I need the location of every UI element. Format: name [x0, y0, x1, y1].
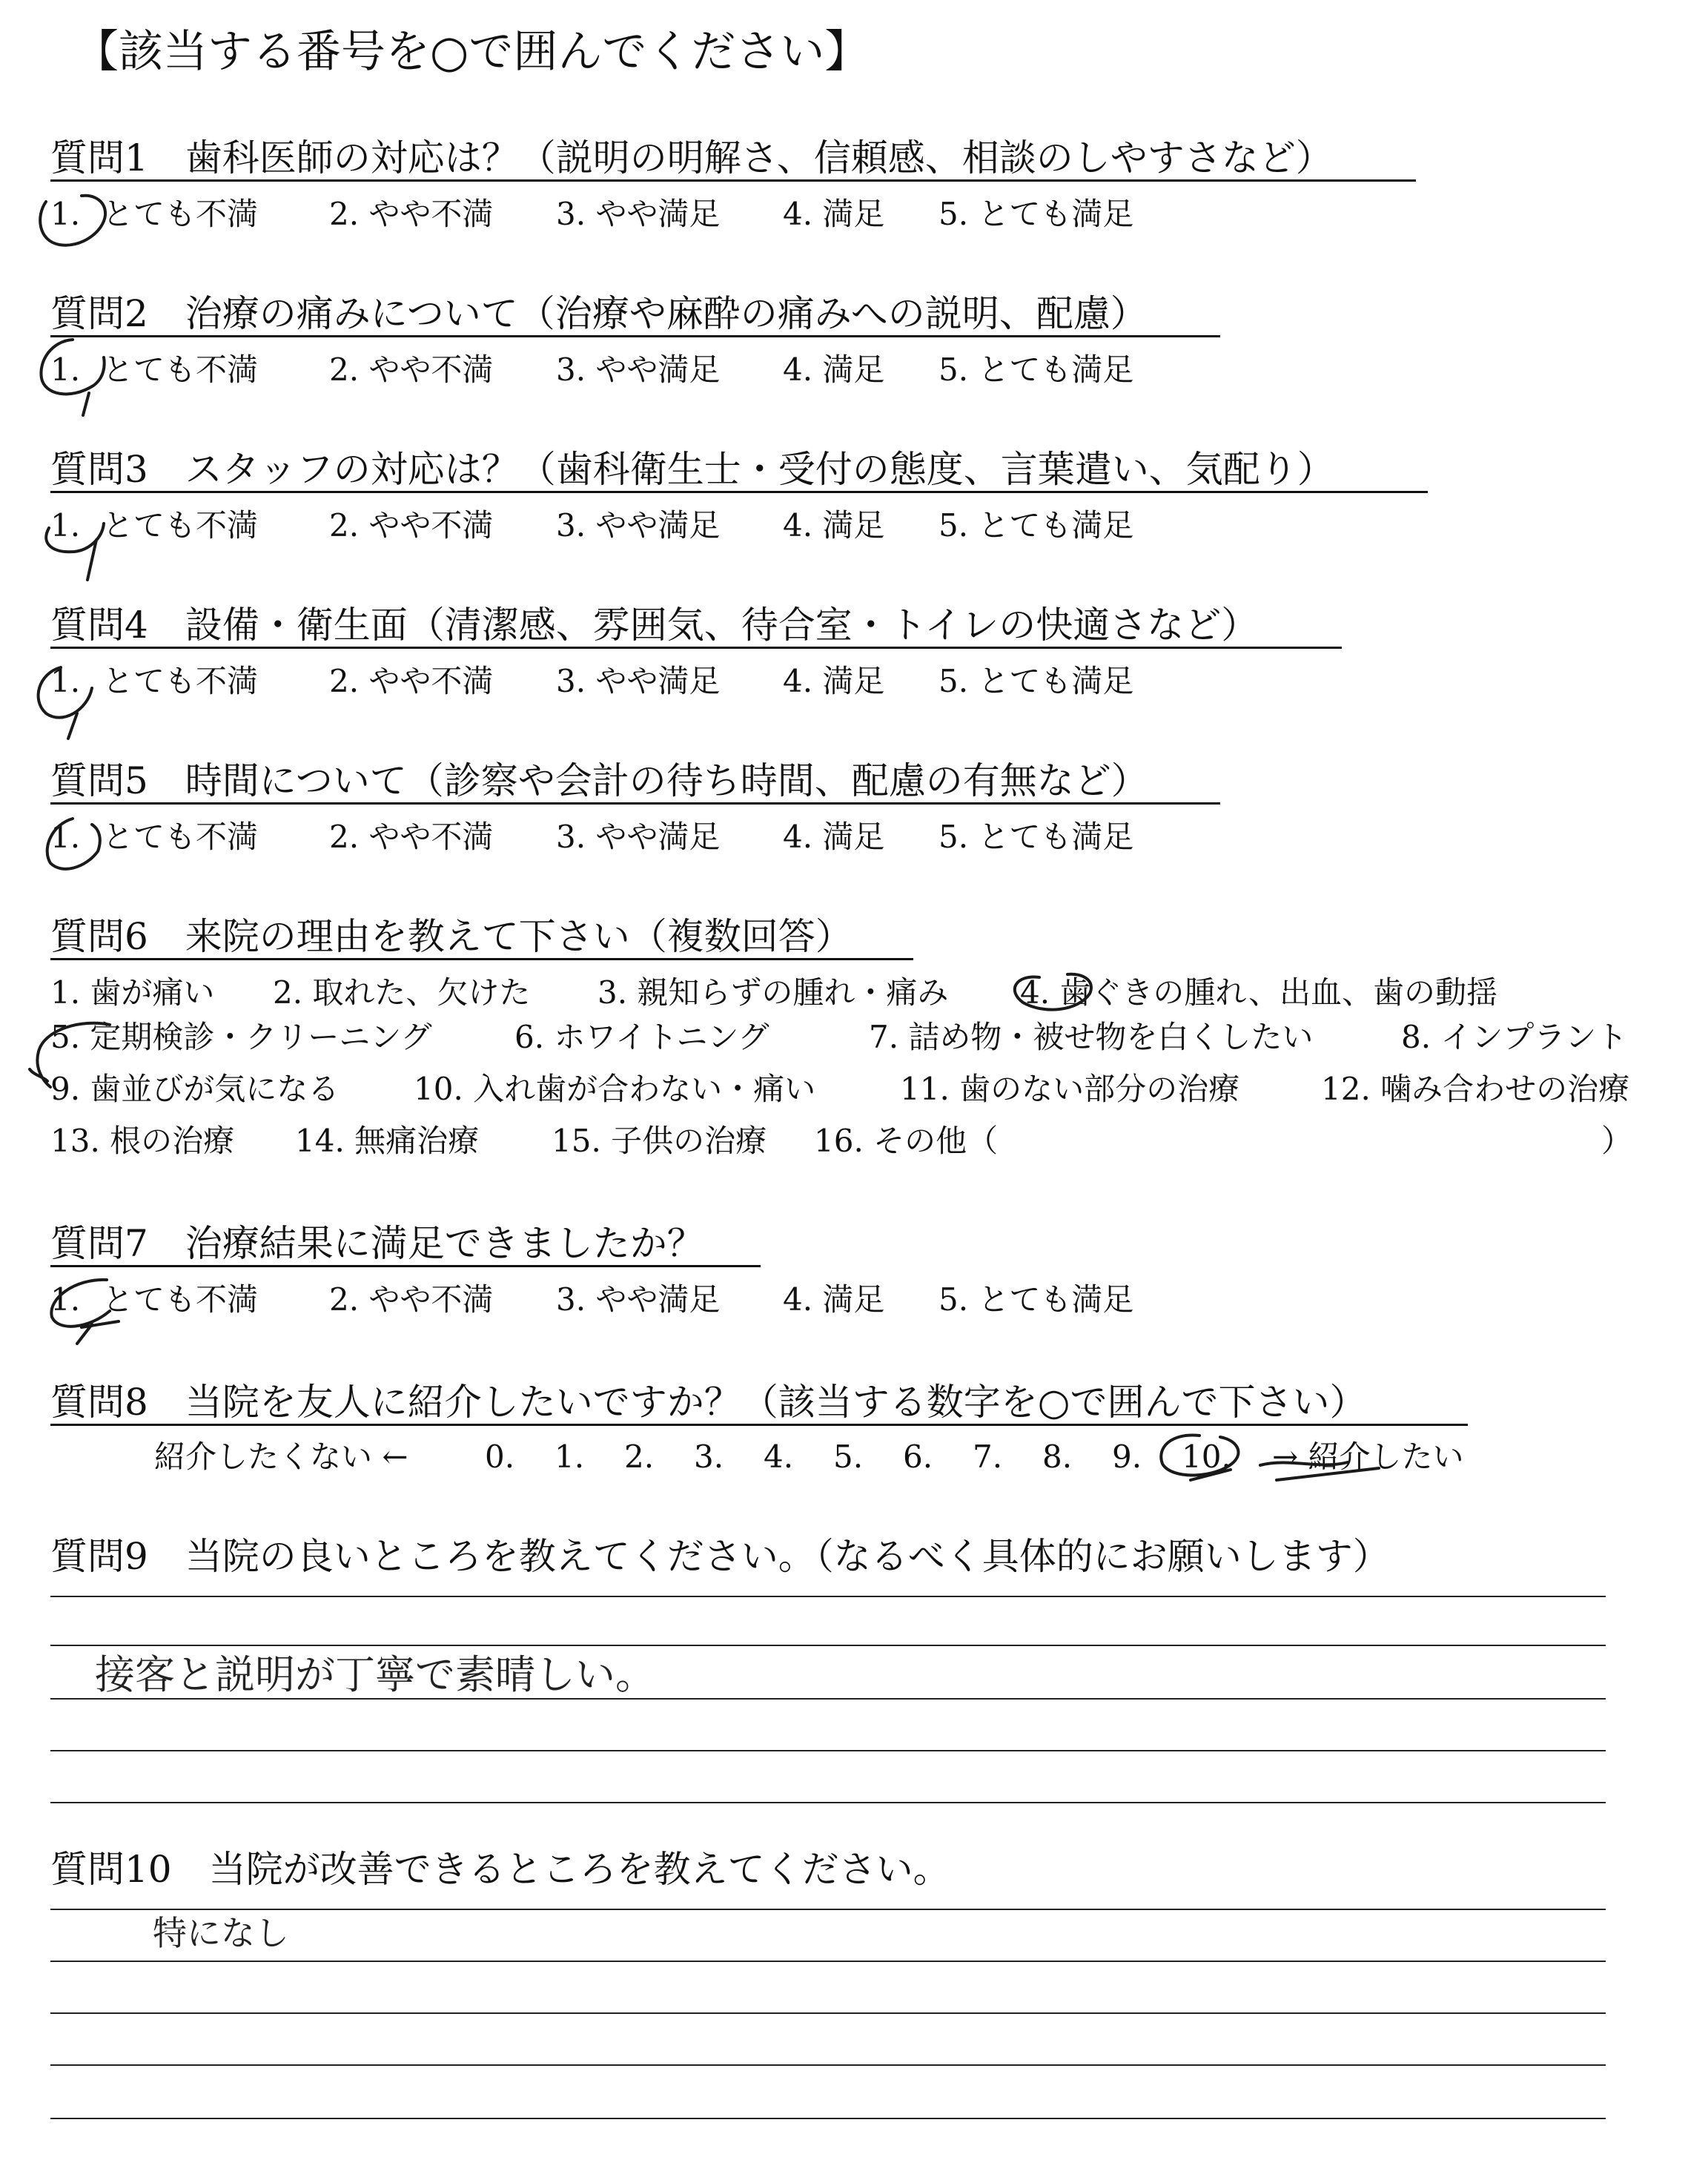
q1-selection-circle: [40, 196, 105, 245]
q6-option-15[interactable]: 15. 子供の治療: [552, 1123, 767, 1159]
q7-option-2[interactable]: 2. やや不満: [329, 1281, 494, 1318]
q7-option-5[interactable]: 5. とても満足: [939, 1281, 1134, 1318]
q8-left-label: 紹介したくない ←: [154, 1439, 408, 1475]
q6-option-8[interactable]: 8. インプラント: [1401, 1019, 1628, 1055]
q8-right-label: → 紹介したい: [1272, 1439, 1464, 1475]
q7-option-3[interactable]: 3. やや満足: [556, 1281, 721, 1318]
q1-option-2[interactable]: 2. やや不満: [329, 196, 494, 232]
q8-right-label-underline: [1260, 1462, 1379, 1480]
q6-option-9[interactable]: 9. 歯並びが気になる: [50, 1071, 340, 1107]
q6-option-12[interactable]: 12. 噛み合わせの治療: [1321, 1071, 1630, 1107]
question-7-title: 質問7 治療結果に満足できましたか？: [50, 1222, 704, 1265]
q5-selection-circle: [47, 819, 100, 869]
q6-option-14[interactable]: 14. 無痛治療: [295, 1123, 480, 1159]
q5-option-5[interactable]: 5. とても満足: [939, 819, 1134, 855]
q8-score-2[interactable]: 2.: [624, 1439, 655, 1475]
q3-option-4[interactable]: 4. 満足: [783, 507, 885, 544]
q1-option-1-label[interactable]: とても不満: [102, 196, 259, 232]
q8-score-6[interactable]: 6.: [903, 1439, 933, 1475]
q3-option-1-label[interactable]: とても不満: [102, 507, 259, 544]
q1-option-3[interactable]: 3. やや満足: [556, 196, 721, 232]
q6-option-16-close: ）: [1601, 1123, 1633, 1159]
q7-option-1-num[interactable]: 1.: [50, 1281, 81, 1318]
q8-score-8[interactable]: 8.: [1042, 1439, 1073, 1475]
q2-option-4[interactable]: 4. 満足: [783, 351, 885, 388]
q5-option-1-label[interactable]: とても不満: [102, 819, 259, 855]
q6-option-6[interactable]: 6. ホワイトニング: [514, 1019, 769, 1055]
q2-option-1-num[interactable]: 1.: [50, 351, 81, 388]
q1-option-5[interactable]: 5. とても満足: [939, 196, 1134, 232]
question-3-title: 質問3 スタッフの対応は？（歯科衛生士・受付の態度、言葉遣い、気配り）: [50, 448, 1334, 491]
q3-option-3[interactable]: 3. やや満足: [556, 507, 721, 544]
q7-option-1-label[interactable]: とても不満: [102, 1281, 259, 1318]
q4-option-1-label[interactable]: とても不満: [102, 663, 259, 699]
q2-option-2[interactable]: 2. やや不満: [329, 351, 494, 388]
q6-option-4[interactable]: 4. 歯ぐきの腫れ、出血、歯の動揺: [1020, 974, 1497, 1011]
question-1-title: 質問1 歯科医師の対応は？（説明の明解さ、信頼感、相談のしやすさなど）: [50, 136, 1333, 179]
q6-option-3[interactable]: 3. 親知らずの腫れ・痛み: [598, 974, 949, 1011]
q8-score-0[interactable]: 0.: [485, 1439, 515, 1475]
q9-answer-text[interactable]: 接客と説明が丁寧で素晴しい。: [95, 1651, 655, 1698]
q3-selection-circle: [46, 524, 104, 580]
q8-score-7[interactable]: 7.: [973, 1439, 1003, 1475]
q4-option-1-num[interactable]: 1.: [50, 663, 81, 699]
question-5-title: 質問5 時間について（診察や会計の待ち時間、配慮の有無など）: [50, 759, 1148, 802]
q8-score-10-circle: [1161, 1435, 1238, 1480]
q8-score-1[interactable]: 1.: [555, 1439, 585, 1475]
q4-option-4[interactable]: 4. 満足: [783, 663, 885, 699]
q10-answer-text[interactable]: 特になし: [153, 1913, 289, 1953]
q4-option-5[interactable]: 5. とても満足: [939, 663, 1134, 699]
question-2-title: 質問2 治療の痛みについて（治療や麻酔の痛みへの説明、配慮）: [50, 292, 1148, 335]
instruction-heading: 【該当する番号を○で囲んでください】: [74, 26, 870, 78]
q6-option-4-circle: [1015, 974, 1091, 1010]
question-9-title: 質問9 当院の良いところを教えてください。（なるべく具体的にお願いします）: [50, 1535, 1390, 1578]
question-6-title: 質問6 来院の理由を教えて下さい（複数回答）: [50, 915, 853, 958]
q8-score-10[interactable]: 10.: [1182, 1439, 1231, 1475]
q2-option-1-label[interactable]: とても不満: [102, 351, 259, 388]
q5-option-3[interactable]: 3. やや満足: [556, 819, 721, 855]
q8-score-3[interactable]: 3.: [694, 1439, 724, 1475]
q6-option-10[interactable]: 10. 入れ歯が合わない・痛い: [414, 1071, 816, 1107]
q3-option-1-num[interactable]: 1.: [50, 507, 81, 544]
q4-option-3[interactable]: 3. やや満足: [556, 663, 721, 699]
q3-option-2[interactable]: 2. やや不満: [329, 507, 494, 544]
q6-option-5-9-circle: [30, 1023, 110, 1087]
question-8-title: 質問8 当院を友人に紹介したいですか？（該当する数字を○で囲んで下さい）: [50, 1381, 1367, 1424]
q1-option-4[interactable]: 4. 満足: [783, 196, 885, 232]
q6-option-7[interactable]: 7. 詰め物・被せ物を白くしたい: [869, 1019, 1314, 1055]
q7-option-4[interactable]: 4. 満足: [783, 1281, 885, 1318]
q6-option-1[interactable]: 1. 歯が痛い: [50, 974, 215, 1011]
q8-score-4[interactable]: 4.: [764, 1439, 794, 1475]
q6-option-13[interactable]: 13. 根の治療: [50, 1123, 235, 1159]
q5-option-4[interactable]: 4. 満足: [783, 819, 885, 855]
q6-option-16[interactable]: 16. その他（: [814, 1123, 999, 1159]
q4-option-2[interactable]: 2. やや不満: [329, 663, 494, 699]
q8-score-5[interactable]: 5.: [833, 1439, 864, 1475]
q5-option-1-num[interactable]: 1.: [50, 819, 81, 855]
q3-option-5[interactable]: 5. とても満足: [939, 507, 1134, 544]
q2-option-5[interactable]: 5. とても満足: [939, 351, 1134, 388]
q8-score-9[interactable]: 9.: [1112, 1439, 1142, 1475]
question-4-title: 質問4 設備・衛生面（清潔感、雰囲気、待合室・トイレの快適さなど）: [50, 604, 1259, 647]
q6-option-11[interactable]: 11. 歯のない部分の治療: [900, 1071, 1240, 1107]
q1-option-1-num[interactable]: 1.: [50, 196, 81, 232]
q5-option-2[interactable]: 2. やや不満: [329, 819, 494, 855]
q6-option-5[interactable]: 5. 定期検診・クリーニング: [50, 1019, 432, 1055]
q2-option-3[interactable]: 3. やや満足: [556, 351, 721, 388]
q2-selection-circle: [41, 340, 104, 415]
q7-selection-circle: [51, 1280, 119, 1344]
q6-option-2[interactable]: 2. 取れた、欠けた: [273, 974, 531, 1011]
question-10-title: 質問10 当院が改善できるところを教えてください。: [50, 1848, 950, 1891]
q4-selection-circle: [39, 667, 92, 739]
